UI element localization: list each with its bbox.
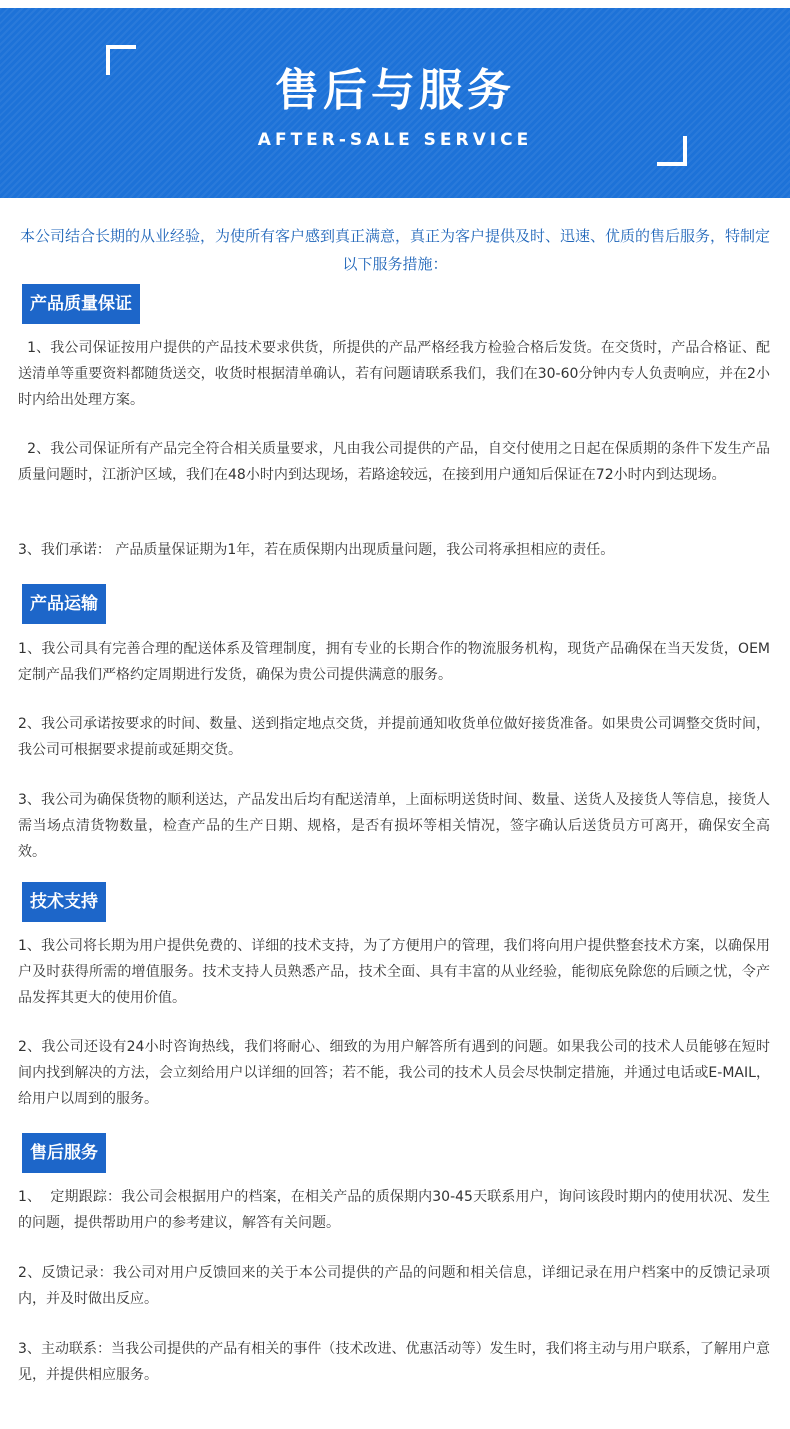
after-sale-paragraph-2: 2、反馈记录：我公司对用户反馈回来的关于本公司提供的产品的问题和相关信息，详细记录在用户档案中的反馈记录项内，并及时做出反应。 — [18, 1265, 770, 1307]
shipping-paragraph-1: 1、我公司具有完善合理的配送体系及管理制度，拥有专业的长期合作的物流服务机构，现货产品确保在当天发货，OEM定制产品我们严格约定周期进行发货，确保为贵公司提供满意的服务。 — [18, 641, 770, 683]
section-title-quality: 产品质量保证 — [22, 284, 140, 324]
shipping-paragraph-2: 2、我公司承诺按要求的时间、数量、送到指定地点交货，并提前通知收货单位做好接货准备。如果贵公司调整交货时间，我公司可根据要求提前或延期交货。 — [18, 716, 770, 758]
section-title-after-sale: 售后服务 — [22, 1133, 106, 1173]
page-title: 售后与服务 — [275, 65, 515, 116]
shipping-paragraph-3: 3、我公司为确保货物的顺利送达，产品发出后均有配送清单，上面标明送货时间、数量、送货人及接货人等信息，接货人需当场点清货物数量，检查产品的生产日期、规格，是否有损坏等相关情况，签字确认后送货员方可离开，确保安全高效。 — [18, 792, 770, 860]
header-banner — [0, 8, 790, 198]
after-sale-paragraph-3: 3、主动联系：当我公司提供的产品有相关的事件（技术改进、优惠活动等）发生时，我们将主动与用户联系，了解用户意见，并提供相应服务。 — [18, 1341, 770, 1383]
corner-bracket-bottom-right — [657, 136, 687, 166]
quality-paragraph-3: 3、我们承诺： 产品质量保证期为1年，若在质保期内出现质量问题，我公司将承担相应的责任。 — [18, 542, 615, 558]
intro-text: 本公司结合长期的从业经验，为使所有客户感到真正满意，真正为客户提供及时、迅速、优质的售后服务，特制定以下服务措施： — [19, 227, 770, 273]
page-subtitle: AFTER-SALE SERVICE — [257, 130, 533, 150]
after-sale-paragraph-1: 1、 定期跟踪：我公司会根据用户的档案，在相关产品的质保期内30-45天联系用户，询问该段时期内的使用状况、发生的问题，提供帮助用户的参考建议，解答有关问题。 — [18, 1189, 770, 1231]
tech-support-paragraph-1: 1、我公司将长期为用户提供免费的、详细的技术支持，为了方便用户的管理，我们将向用户提供整套技术方案，以确保用户及时获得所需的增值服务。技术支持人员熟悉产品，技术全面、具有丰富的从业经验，能彻底免除您的后顾之忧，令产品发挥其更大的使用价值。 — [18, 938, 770, 1006]
quality-paragraph-2: 2、我公司保证所有产品完全符合相关质量要求，凡由我公司提供的产品，自交付使用之日起在保质期的条件下发生产品质量问题时，江浙沪区域，我们在48小时内到达现场，若路途较远，在接到用户通知后保证在72小时内到达现场。 — [18, 441, 771, 483]
section-title-shipping: 产品运输 — [22, 584, 106, 624]
section-title-tech-support: 技术支持 — [22, 882, 106, 922]
quality-paragraph-1: 1、我公司保证按用户提供的产品技术要求供货，所提供的产品严格经我方检验合格后发货。在交货时，产品合格证、配送清单等重要资料都随货送交，收货时根据清单确认，若有问题请联系我们，我们在30-60分钟内专人负责响应，并在2小时内给出处理方案。 — [18, 340, 771, 408]
tech-support-paragraph-2: 2、我公司还设有24小时咨询热线，我们将耐心、细致的为用户解答所有遇到的问题。如果我公司的技术人员能够在短时间内找到解决的方法，会立刻给用户以详细的回答；若不能，我公司的技术人员会尽快制定措施，并通过电话或E-MAIL，给用户以周到的服务。 — [18, 1039, 770, 1107]
